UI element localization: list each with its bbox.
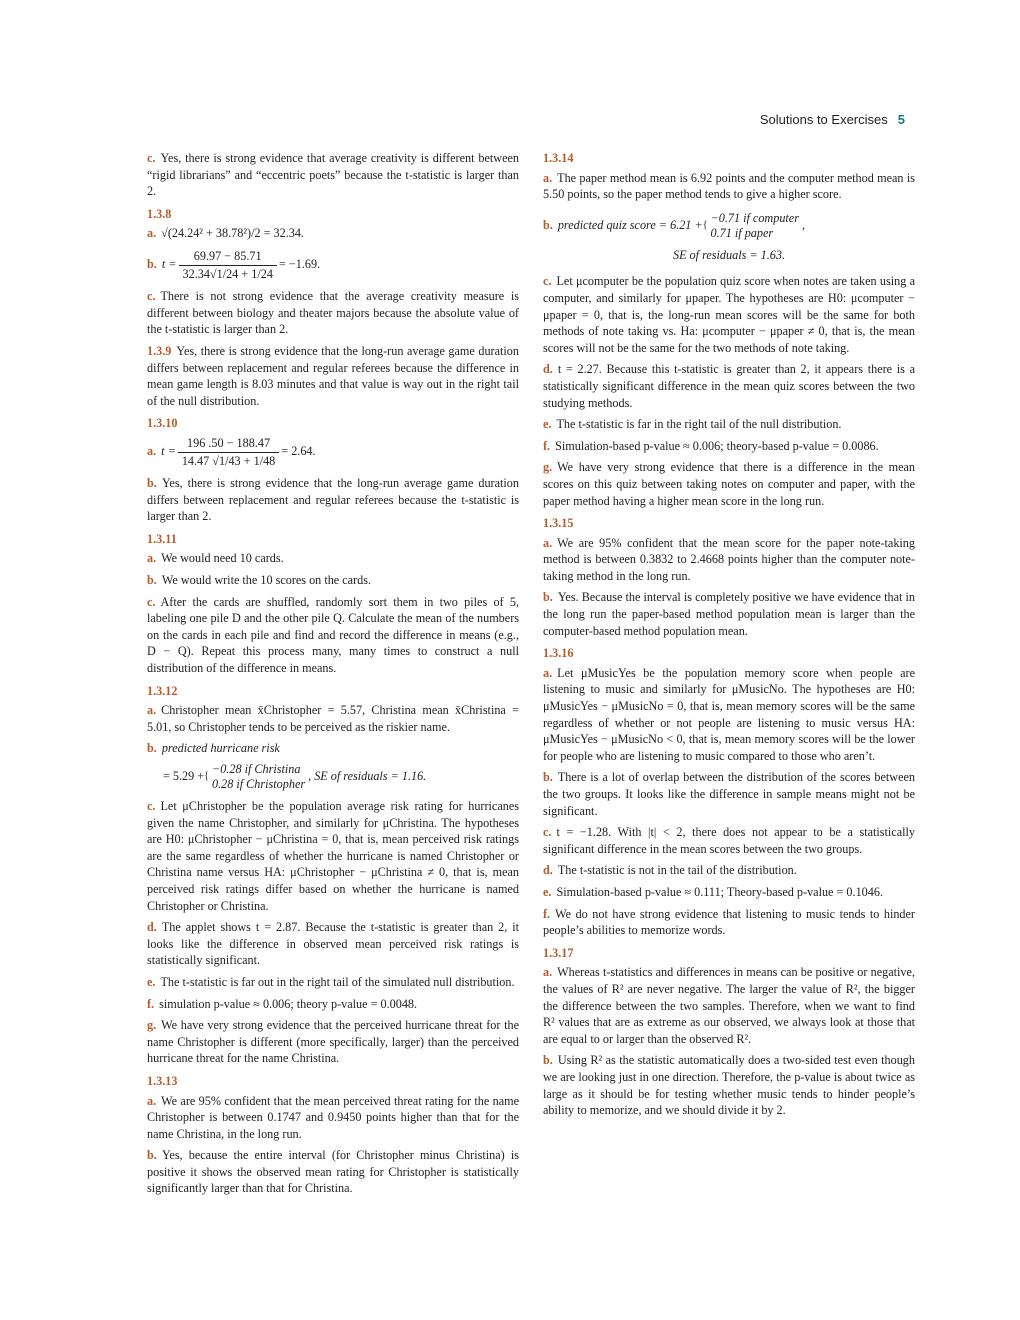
answer-1-3-13-a: a. We are 95% confident that the mean perceived threat rating for the name Christopher is between 0.1747 and 0.9450 points higher than that for the name Christina, in the long run.: [147, 1093, 519, 1141]
answer-1-3-8-b: b. t = $\frac{69.97 - 85.71}{32.34√1/24 + 1/24}$ = −1.69.: [147, 248, 321, 281]
answer-1-3-12-a: a. Christopher mean x̄Christopher = 5.57, Christina mean x̄Christina = 5.01, so Christopher tends to be perceived as the riskier name.: [147, 703, 519, 734]
answer-1-3-16-f: f. We do not have strong evidence that listening to music tends to hinder people’s abilities to memorize words.: [543, 906, 915, 938]
running-header: [760, 112, 905, 127]
answer-1-3-14-b-se: SE of residuals = 1.63.: [672, 247, 786, 262]
answer-1-3-15-b: b. Yes. Because the interval is completely positive we have evidence that in the long run the paper-based method population mean is larger than the computer-based method population mean.: [543, 590, 915, 638]
answer-1-3-12-c: c. Let μChristopher be the population average risk rating for hurricanes given the name Christopher, and similarly for μChristina. The hypotheses are H0: μChristopher − μChristina = 0, that is, mean perceived risk ratings are the same regardless of whether the hurricane is named Christopher or Christina name versus HA: μChristopher − μChristina ≠ 0, that is, mean perceived risk ratings differ based on whether the hurricane is named Christopher or Christina.: [147, 799, 519, 913]
answer-1-3-12-b-equation: = 5.29 +{ −0.28 if Christina 0.28 if Christopher , SE of residuals = 1.16.: [163, 762, 427, 791]
section-1-3-14: 1.3.14: [543, 151, 574, 165]
answer-1-3-12-f: f. simulation p-value ≈ 0.006; theory p-value = 0.0048.: [147, 996, 418, 1011]
answer-1-3-15-a: a. We are 95% confident that the mean score for the paper note-taking method is between 0.3832 to 2.4668 points higher than the computer note-taking method in the long run.: [543, 535, 915, 583]
fraction: $\frac{196 .50 - 188.47}{14.47 √1/43 + 1/48}$: [178, 435, 279, 469]
answer-1-3-11-c: c. After the cards are shuffled, randomly sort them in two piles of 5, labeling one pile D and the other pile Q. Calculate the mean of the numbers on the cards in each pile and find and record the difference in means (e.g., D − Q). Repeat this process many, many times to construct a null distribution of the difference in means.: [147, 594, 519, 676]
left-column: [147, 150, 519, 1202]
section-1-3-10: 1.3.10: [147, 416, 178, 431]
piecewise: −0.71 if computer 0.71 if paper: [710, 210, 799, 240]
running-title: Solutions to Exercises: [759, 112, 888, 127]
answer-1-3-11-a: a. We would need 10 cards.: [147, 551, 284, 566]
answer-1-3-16-e: e. Simulation-based p-value ≈ 0.111; Theory-based p-value = 0.1046.: [543, 884, 883, 899]
answer-1-3-16-a: a. Let μMusicYes be the population memory score when people are listening to music and similarly for μMusicNo. The hypotheses are H0: μMusicYes − μMusicNo = 0, that is, mean memory scores will be the same regardless of whether or not people are listening to music versus HA: μMusicYes − μMusicNo < 0, that is, mean memory scores will be the lower for people who are listening to music compared to those who aren’t.: [543, 665, 915, 763]
section-1-3-17: 1.3.17: [543, 945, 574, 960]
answer-1-3-14-b: b. predicted quiz score = 6.21 +{ −0.71 if computer 0.71 if paper ,: [543, 210, 805, 240]
answer-1-3-12-e: e. The t-statistic is far out in the right tail of the simulated null distribution.: [147, 974, 515, 989]
answer-1-3-13-b: b. Yes, because the entire interval (for Christopher minus Christina) is positive it shows the observed mean rating for Christopher is statistically significantly larger than that for Christina.: [147, 1148, 519, 1196]
answer-1-3-14-g: g. We have very strong evidence that there is a difference in the mean scores on this quiz between taking notes on computer and paper, with the paper method having a higher mean score in the long run.: [543, 460, 915, 508]
section-1-3-12: 1.3.12: [147, 683, 178, 698]
answer-1-3-12-b-label: b. predicted hurricane risk: [147, 741, 280, 756]
answer-1-3-17-b: b. Using R² as the statistic automatically does a two-sided test even though we are looking just in one direction. Therefore, the p-value is about twice as large as it should be for testing whether music tends to hinder people’s ability to memorize, and we should divide it by 2.: [543, 1053, 915, 1118]
piecewise: −0.28 if Christina 0.28 if Christopher: [211, 762, 306, 791]
fraction: $\frac{69.97 - 85.71}{32.34√1/24 + 1/24}$: [179, 248, 277, 282]
right-column: [543, 150, 915, 1124]
section-1-3-15: 1.3.15: [543, 516, 574, 531]
answer-1-3-10-b: b. Yes, there is strong evidence that the long-run average game duration differs between replacement and regular referees because the t-statistic is larger than 2.: [147, 476, 519, 524]
section-1-3-11: 1.3.11: [147, 531, 177, 546]
section-1-3-13: 1.3.13: [147, 1073, 178, 1088]
brace-icon: {: [702, 219, 708, 231]
section-1-3-8: 1.3.8: [147, 206, 172, 221]
answer-1-3-14-e: e. The t-statistic is far in the right tail of the null distribution.: [543, 417, 842, 432]
answer-1-3-9: 1.3.9 Yes, there is strong evidence that the long-run average game duration differs between replacement and regular referees because the difference in mean game length is 8.03 minutes and that value is way out in the right tail of the null distribution.: [147, 343, 519, 408]
answer-1-3-14-a: a. The paper method mean is 6.92 points and the computer method mean is 5.50 points, so the paper method tends to give a higher score.: [543, 170, 915, 202]
page-number: 5: [897, 112, 905, 127]
answer-1-3-12-g: g. We have very strong evidence that the perceived hurricane threat for the name Christopher is different (more specifically, larger) than the perceived hurricane threat for the name Christina.: [147, 1018, 519, 1066]
brace-icon: {: [204, 770, 209, 782]
answer-1-3-10-a: a. t = $\frac{196 .50 - 188.47}{14.47 √1/43 + 1/48}$ = 2.64.: [147, 435, 316, 468]
answer-1-3-14-f: f. Simulation-based p-value ≈ 0.006; theory-based p-value = 0.0086.: [543, 438, 879, 453]
answer-1-3-14-c: c. Let μcomputer be the population quiz score when notes are taken using a computer, and similarly for μpaper. The hypotheses are H0: μcomputer − μpaper = 0, that is, the long-run mean scores will be the same for both methods of note taking vs. Ha: μcomputer − μpaper ≠ 0, that is, the mean scores will not be the same for the two methods of note taking.: [543, 274, 915, 355]
section-1-3-16: 1.3.16: [543, 646, 574, 661]
answer-1-3-7-c: c. Yes, there is strong evidence that average creativity is different between “rigid librarians” and “eccentric poets” because the t-statistic is larger than 2.: [147, 151, 519, 199]
answer-1-3-16-d: d. The t-statistic is not in the tail of the distribution.: [543, 863, 797, 878]
answer-1-3-11-b: b. We would write the 10 scores on the cards.: [147, 573, 372, 588]
answer-1-3-12-d: d. The applet shows t = 2.87. Because the t-statistic is greater than 2, it looks like the difference in observed mean perceived risk ratings is statistically significant.: [147, 920, 519, 968]
answer-1-3-16-b: b. There is a lot of overlap between the distribution of the scores between the two groups. It looks like the difference in sample means might not be significant.: [543, 770, 915, 818]
answer-1-3-14-d: d. t = 2.27. Because this t-statistic is greater than 2, it appears there is a statistically significant difference in the mean quiz scores between the two studying methods.: [543, 362, 915, 410]
answer-1-3-8-a: a. √(24.24² + 38.78²)/2 = 32.34.: [147, 226, 304, 241]
answer-1-3-17-a: a. Whereas t-statistics and differences in means can be positive or negative, the values of R² are never negative. The larger the value of R², the bigger the difference between the two samples. Therefore, when we want to find R² values that are as extreme as our observed, we always look at those that are equal to or larger than the observed R².: [543, 965, 915, 1046]
answer-1-3-8-c: c. There is not strong evidence that the average creativity measure is different between biology and theater majors because the absolute value of the t-statistic is larger than 2.: [147, 289, 519, 337]
answer-1-3-16-c: c. t = −1.28. With |t| < 2, there does not appear to be a statistically significant difference in the mean scores between the two groups.: [543, 825, 915, 856]
